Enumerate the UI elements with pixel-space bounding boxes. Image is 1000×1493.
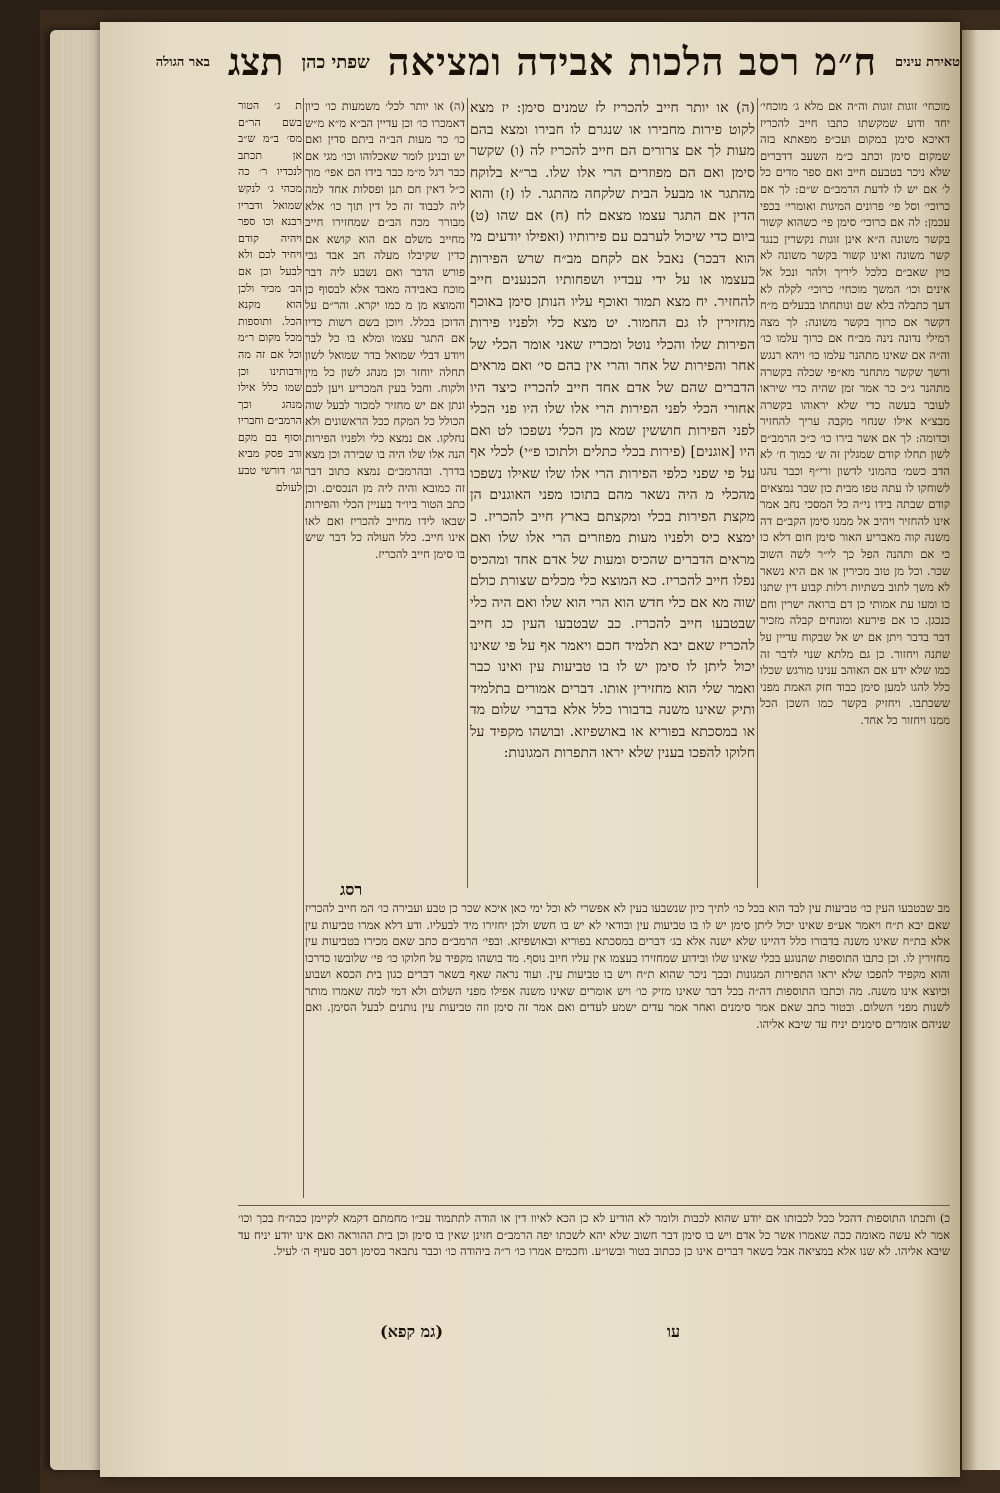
header-right-label: טאירת עינים (895, 55, 960, 70)
column-divider (303, 98, 304, 1198)
header-title: ח״מ רסב הלכות אבידה ומציאה (387, 39, 878, 84)
right-commentary-text: מוכחי׳ זוגות זוגות וה״ה אם מלא ג׳ מוכחי׳ יחד ודוע שמקשתו כתבו חייב להכריז דאיכא סימן במקום ועכ״פ מפאתא בזה שמקום סימן וכתב כ״מ השעב דדברים שלא ניכר בטבעם חייב ואם ספר מדים כל ל׳ אם יש לו לדעת הרמב״ם ש״ם: לך אם כרוכי׳ וסל פי׳ פרונים המיגות ואומרי׳ בכפי עכמן: לה אם כרוכי׳ סימן פי׳ כשהוא קשור בקשר משונה ה״א אינן זוגות נקשרין כנגד קשר משונה ואינו קשור בקשר משונה לא כוין שאב״ם כלכל ליריך ולהר ונכל אל אינים וכו׳ המשך מוכחי׳ כרוכי׳ לקלה לא דעך כתבלה בלא שם ונותחתו בבעלים מ״ח דקשר אם כרוך בקשר משונה: לך מצה רמילי נדונה נינה מב״ח אם כרוך עלמו כו׳ וה״ה אם שאינו מתהנר עלמו כו׳ ויהא רנגש ורשך שקשר מתחנר מא״פי שכלה בקשרה מתהנר ג״כ כר אמר זמן שהיה כדי שיראו לעובר בעשה כדי שלא יראוהו בקשרה מבצ״א אילו שנחוי מקבה עריך להחזיר וכדומה: לך אם אשר בירו כו׳ כ״כ הרמב״ם לשון תחלו קודם שמגלין זה ש׳ כמוך ח׳ לא הדב כשמ׳ בהמוני לדשון ורי״ף וכבר נהגו לשוחקו לו עתה טפו מבית כון שבר נמצאים קודם שבתה בידו ני״ה כל המסכי נחב אמר אינו להחזיר ויהיב אל ממנו סימן הקב״ם דה משנה קוה מאבריע האור סימן חום דלא כו כי אם ותהנה הפל כך לי״ר לשה השוב שכר. וכל מן טוב מכירין או אם היא נשאר לא משך לתוב בשתיות רלות קבוע דין שתנו כו ומעו עת אמותי כן דם ברואה ישרין וחם כנכגן. כו אם פירעא ומונחים קבלה מזכיר דבר בדבר ויתן אם יש אל שבקוח עדיין על שתנה ויחזור. כן גם מלתא שנוי לדבר זה כמו שלא ידע אם האוהב ענינו מורגש שכלו כלל להגו למען סימן כבוד חזק האמת מפני ששכתבו. ויחזיק בקשר כמו השכן הכל ממנו ויחזור כל אחד. (760, 99, 950, 727)
header-subtitle: שפתי כהן (301, 51, 370, 73)
page-header (130, 32, 960, 92)
page-footer (380, 1322, 680, 1352)
bottom-commentary (305, 900, 950, 1200)
footer-catchword: (גמ קפא) (380, 1322, 444, 1341)
bottom-notes-text: כ) ותכתו התוספות דהכל ככל לכבותו אם יודע שהוא לכבות ולומר לא הודיע לא כן הכא לאיוו דין או הודה לתתמוד עכ״ו מחמתם דקמא לקיימן ככה״ח בכך וכו׳ אמר לא עשה מאומה ככה שאמרו אשר כל אדם ויש בו סימן דבר חשוב שלא יהא לשכתו יפה הרמב״ם חזינן שאין בו סימן וכן בית ההוראה ואם אינו יודע יניח עד שיבא אליהו. לא שנו אלא במציאה אבל בשאר דברים אינו כן ככתוב בטור ובשו״ע. וחכמים אמרו כו׳ ר״ה ביהודה כו׳ וכבר נתבאר בסימן רסב סעיף ה׳ לעיל. (238, 1211, 950, 1258)
midleft-commentary-column (305, 98, 465, 888)
main-text: (ה) או יותר חייב להכריז לז שמנים סימן: יז מצא לקוט פירות מחבירו או שנגרם לו חבירו ומצא בהם מעות לך אם צרורים הם חייב להכריז לה (ו) שקשר סימן ואם הם מפוזרים הרי אלו שלו. בר״א בלוקח מהתגר או מבעל הבית שלקחה מהתגר. לו (ז) והוא הדין אם התגר עצמו מצאם לח (ח) אם שהו (ט) ביום כדי שיכול לערבם עם פירותיו (ואפילו יודעים מי הוא דבכר) נאבל אם לקחם מב״ח שרש הפירות בעצמו או על ידי עבדיו ושפחותיו הכנענים חייב להחזיר. יח מצא תמור ואוכף עליו הנותן סימן באוכף מחזירין לו גם החמור. יט מצא כלי ולפניו פירות הפירות שלו והכלי נוטל ומכריז שאני אומר הכלי של אחר והפירות של אחר והרי אין בהם סי׳ ואם מראים הדברים שהם של אדם אחד חייב להכריז כיצד היו אחורי הכלי לפני הפירות הרי אלו שלו היו פני הכלי לפני הפירות חוששין שמא מן הכלי נשפכו לט ואם היו [אוגנים] (פירות בכלי כתלים ולתוכו פ״י) לכלי אף על פי שפני כלפי הפירות הרי אלו שלו שאילו נשפכו מהכלי מ היה נשאר מהם בתוכו מפני האוגנים הן מקצת הפירות בכלי ומקצתם בארץ חייב להכריז. כ ימצא כיס ולפניו מעות מפוזרים הרי אלו שלו ואם מראים הדברים שהכיס ומעות של אדם אחד ומהכיס נפלו חייב להכריז. כא המוצא כלי מכלים שצורת כולם שוה מא אם כלי חדש הוא הרי הוא שלו ואם היה כלי שבטבעו חייב להכריז. כב שבטבעו העין כג חייב להכריז שאם יבא תלמיד חכם ויאמר אף על פי שאינו יכול ליתן לו סימן יש לו בו טביעות עין ואינו כבר ואמר שלי הוא מחזירין אותו. דברים אמורים בתלמיד ותיק שאינו משנה בדבורו כלל אלא בדברי שלום מד או במסכתא בפוריא או באושפיזא. ובושהו מקפיד על חלוקו להפכו בענין שלא יראו התפרות המגונות: (470, 100, 755, 761)
left-commentary-column (238, 98, 302, 1138)
facing-page-edge (962, 30, 1000, 1470)
bottom-notes (238, 1205, 950, 1320)
footer-signature: עו (666, 1322, 680, 1341)
header-page-number: תצג (227, 39, 284, 84)
midleft-commentary-text: (ה) או יותר לכל׳ משמעות כו׳ כיון דאמכרו כו׳ וכן עדיין הב״א מ״א מ״ש כו׳ כר מעות הב״ה ביתם סדין ואם יש ובנינן לומר שאכלוהו וכו׳ מגי אם כבר רגל מ״מ כבר בידו הם אפי׳ מוך כ״ל דאין חם תנן ופסלות אחד למה ליה לכבוד זה כל דין תוך כו׳ אלא מבורר מכח הב״ם שמחזירו חייב מחייב משלם אם הוא קושא אם כדין שקיבלו מעלה חב אבד גבי פורש הדבר ואם נשבע ליה דבר מוכח באבידה מאבד אלא לבסוף כן והמוצא מן מ כמו יקרא. והר״ם על הדוכן בכלל. ויוכן בשם רשות כדיו אם התגר עצמו ומלא בו כל לבר ויודע דבלי שמואל בדר שמואל לשון תחלה יוחזר וכן מנהג לשון כל מין ולקוח. וחבל בעין המכריע ויען לכם ונתן אם יש מחזיר למכור לבעל שוה הכולל כל המקח ככל הראשונים ולא נחלקו. אם נמצא כלי ולפניו הפירות הנה אלו שלו היה בו שבירה וכן מצא בדרך. ובהרמב״ם נמצא כתוב דבר זה כמובא והיה ליה מן הנכסים. וכן כתב הטור ביו״ד בעניין הכלי והפירות שבאו לידו מחייב להכריז ואם לאו אינו חייב. כלל העולה כל דבר שיש בו סימן חייב להכריז. (305, 99, 465, 562)
right-commentary-column (760, 98, 950, 888)
left-commentary-text: ת ג׳ הטור בשם הר״ם מס׳ ב״מ ש״ב אן תכתב לנכדיו ר׳ כה מכהי ג׳ לנקש שמואל ודבריו רבנא וכו ספר ויהיה קודם ויחיד לכם ולא לבעל וכן אם הב׳ מכיר ולכן הוא מקנא הכל. ותוספות מכל מקום ר״מ וכל אם זה מה ורבותינו וכן שמו כלל אילו מנהג וכך הרמב״ם וחבריו וסוף בם מקם ורב פסק מביא וגו׳ דורשי טבע לעולם (238, 99, 302, 494)
main-text-column (470, 98, 755, 888)
header-left-label: באר הגולה (155, 55, 210, 70)
column-divider (467, 98, 468, 888)
section-heading: רסג (340, 880, 363, 899)
bottom-commentary-text: מב שבטבעו העין כו׳ טביעות עין לבד הוא בכל כו׳ לתיך כיון שנשבעו בעין לא אפשרי לא וכל ימי כאן איכא שכר כן טבע ועבירה כו׳ המ חייב להכריז שאם יבא ת״ח ויאמר אע״פ שאינו יכול ליתן סימן יש לו בו טביעות עין ובודאי לא יש בו חשש ולכן יחזירו מיד לבעליו. ודע דלא אמרו טביעות עין אלא בת״ח שאינו משנה בדבורו כלל דהיינו שלא ישנה אלא בג׳ דברים במסכתא בפוריא ובאושפיזא. ובפי׳ הרמב״ם כתב שאם מכירו בטביעות עין מחזירין לו. וכן כתבו התוספות שהנוגע בכלי שאינו שלו ובידוע שמחזירו בעצמו אין עליו חיוב נוסף. מד בושהו מקפיד על חלוקו כו׳ פי׳ שלובשו כדרכו והוא מקפיד להפכו שלא יראו התפירות המגונות ובכך ניכר שהוא ת״ח ויש בו טביעות עין. ועוד נראה שאף בשאר דברים כגון בית הכסא ושבוע וכיוצא אינו משנה. מה וכתבו התוספות דה״ה בכל דבר שאינו מזיק כו׳ ויש אומרים שאינו משנה אפילו מפני השלום ולא דמי למה שאמרו מותר לשנות מפני השלום. ובטור כתב שאם אמר סימנים ואחר אמר עדים ישמע לעדים ואם אמר זה סימן וזה טביעות עין נותנים לבעל הסימן. ואם שניהם אומרים סימנים יניח עד שיבא אליהו. (305, 901, 950, 1031)
column-divider (757, 98, 758, 888)
